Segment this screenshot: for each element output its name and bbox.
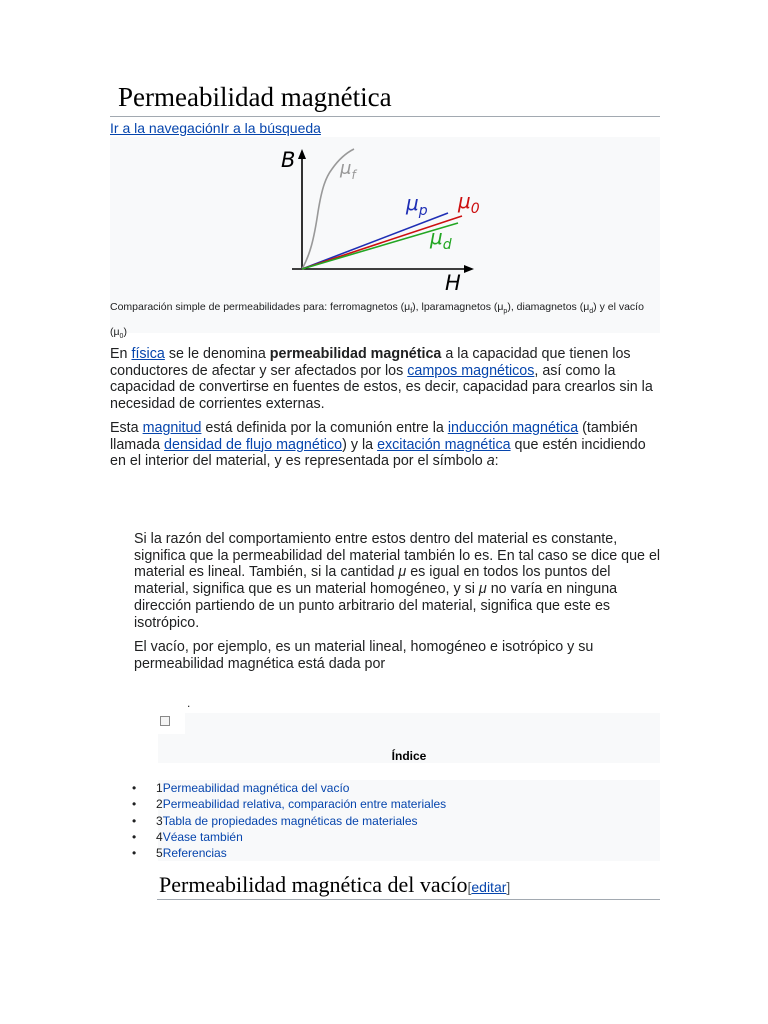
curve-label-0: $\mu_0$: [458, 189, 480, 217]
link-densidad-flujo[interactable]: densidad de flujo magnético: [164, 436, 343, 453]
linearity-paragraph: Si la razón del comportamiento entre estos dentro del material es constante, significa que la permeabilidad del material también lo es. En tal caso se dice que el material es lineal. También, si la cantidad μ es igual en todos los puntos del material, significa que es un material homogéneo, y si μ no varía en ninguna dirección partiendo de un punto arbitrario del material, significa que este es isotrópico.: [134, 531, 661, 631]
link-excitacion-magnetica[interactable]: excitación magnética: [377, 436, 511, 453]
page-title: Permeabilidad magnética: [118, 82, 392, 112]
section-edit: [editar]: [467, 879, 511, 895]
link-induccion-magnetica[interactable]: inducción magnética: [447, 420, 579, 436]
toc-toggle-checkbox[interactable]: [160, 716, 170, 726]
x-axis-arrow: [464, 265, 474, 273]
y-axis-arrow: [298, 149, 306, 159]
figure-caption: Comparación simple de permeabilidades para: ferromagnetos $(\mu_f)$, lparamagnetos $(\mu_p)$, diamagnetos $(\mu_d)$ y el vacío $(\mu_0)$: [110, 301, 644, 341]
vacuum-paragraph: El vacío, por ejemplo, es un material lineal, homogéneo e isotrópico y su permeabilidad magnética está dada por: [134, 639, 594, 672]
axis-label-b: B: [281, 148, 296, 172]
toc-item[interactable]: • 3Tabla de propiedades magnéticas de materiales: [132, 813, 418, 828]
link-magnitud[interactable]: magnitud: [142, 420, 202, 436]
section-divider: [157, 899, 660, 900]
toc-list: [132, 780, 446, 861]
definition-paragraph: Esta magnitud está definida por la comunión entre la inducción magnética (también llamada densidad de flujo magnético) y la excitación magnética que estén incidiendo en el interior del material, y es representada por el símbolo a:: [110, 420, 646, 470]
toc-item[interactable]: • 5Referencias: [132, 846, 227, 861]
jump-to-navigation-link[interactable]: Ir a la navegación: [110, 120, 221, 136]
curve-label-p: $\mu_p$: [406, 191, 428, 219]
table-of-contents: [132, 713, 660, 861]
toc-item[interactable]: • 2Permeabilidad relativa, comparación entre materiales: [132, 797, 447, 812]
toc-link[interactable]: Permeabilidad relativa, comparación entre materiales: [162, 797, 447, 812]
toc-link[interactable]: Permeabilidad magnética del vacío: [162, 781, 350, 795]
toc-link[interactable]: Véase también: [162, 829, 243, 844]
toc-item[interactable]: • 4Véase también: [132, 829, 243, 844]
section-heading: Permeabilidad magnética del vacío[editar]: [159, 872, 511, 897]
toc-item[interactable]: • 1Permeabilidad magnética del vacío: [132, 781, 350, 795]
intro-paragraph: En física se le denomina permeabilidad magnética a la capacidad que tienen los conductores de afectar y ser afectados por los campos magnéticos, así como la capacidad de convertirse en fuentes de estos, es decir, capacidad para crearlos sin la necesidad de corrientes externas.: [110, 346, 653, 413]
curve-label-d: $\mu_d$: [430, 225, 452, 253]
edit-link[interactable]: editar: [471, 879, 507, 895]
jump-to-search-link[interactable]: Ir a la búsqueda: [220, 120, 321, 136]
link-fisica[interactable]: física: [131, 346, 165, 362]
toc-link[interactable]: Tabla de propiedades magnéticas de materiales: [162, 813, 418, 828]
formula-placeholder: .: [187, 696, 191, 710]
link-campos-magneticos[interactable]: campos magnéticos: [407, 362, 535, 379]
curve-label-f: $\mu_f$: [340, 158, 356, 182]
toc-title: Índice: [391, 749, 427, 763]
title-divider: [110, 116, 660, 117]
jump-links: [110, 120, 321, 136]
paramagnetic-curve: [302, 213, 448, 269]
axis-label-h: H: [445, 271, 461, 295]
toc-link[interactable]: Referencias: [162, 846, 227, 861]
